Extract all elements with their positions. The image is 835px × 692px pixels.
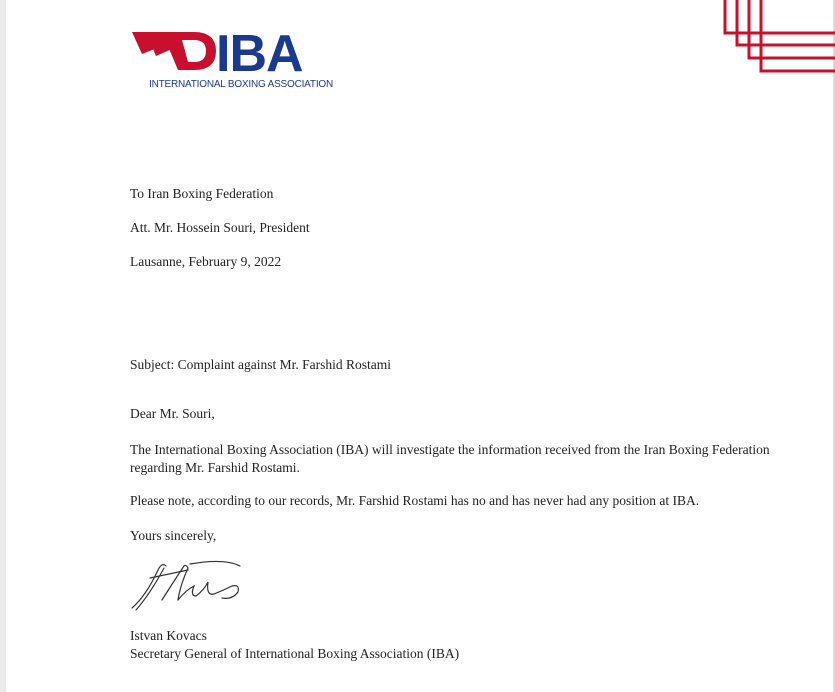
subject-line: Subject: Complaint against Mr. Farshid Rostami [130, 357, 391, 372]
attention-line: Att. Mr. Hossein Souri, President [130, 220, 310, 235]
signer-title: Secretary General of International Boxing Association (IBA) [130, 646, 460, 661]
corner-stripes-decoration [723, 0, 835, 80]
iba-logo [132, 25, 362, 98]
salutation: Dear Mr. Souri, [130, 406, 215, 421]
handwritten-signature [128, 556, 248, 612]
paragraph-investigation: The International Boxing Association (IBA) will investigate the information received from the Iran Boxing Federation regarding Mr. Farshid Rostami. [130, 442, 770, 475]
logo-subtitle: INTERNATIONAL BOXING ASSOCIATION [149, 79, 334, 90]
closing: Yours sincerely, [130, 528, 217, 543]
recipient-line: To Iran Boxing Federation [130, 186, 274, 201]
glove-logo-icon [132, 28, 220, 74]
page-left-edge [0, 0, 6, 692]
logo-wordmark: IBA [216, 25, 303, 83]
signer-name: Istvan Kovacs [130, 628, 207, 643]
place-date-line: Lausanne, February 9, 2022 [130, 254, 282, 269]
paragraph-records: Please note, according to our records, Mr. Farshid Rostami has no and has never had any position at IBA. [130, 493, 700, 508]
